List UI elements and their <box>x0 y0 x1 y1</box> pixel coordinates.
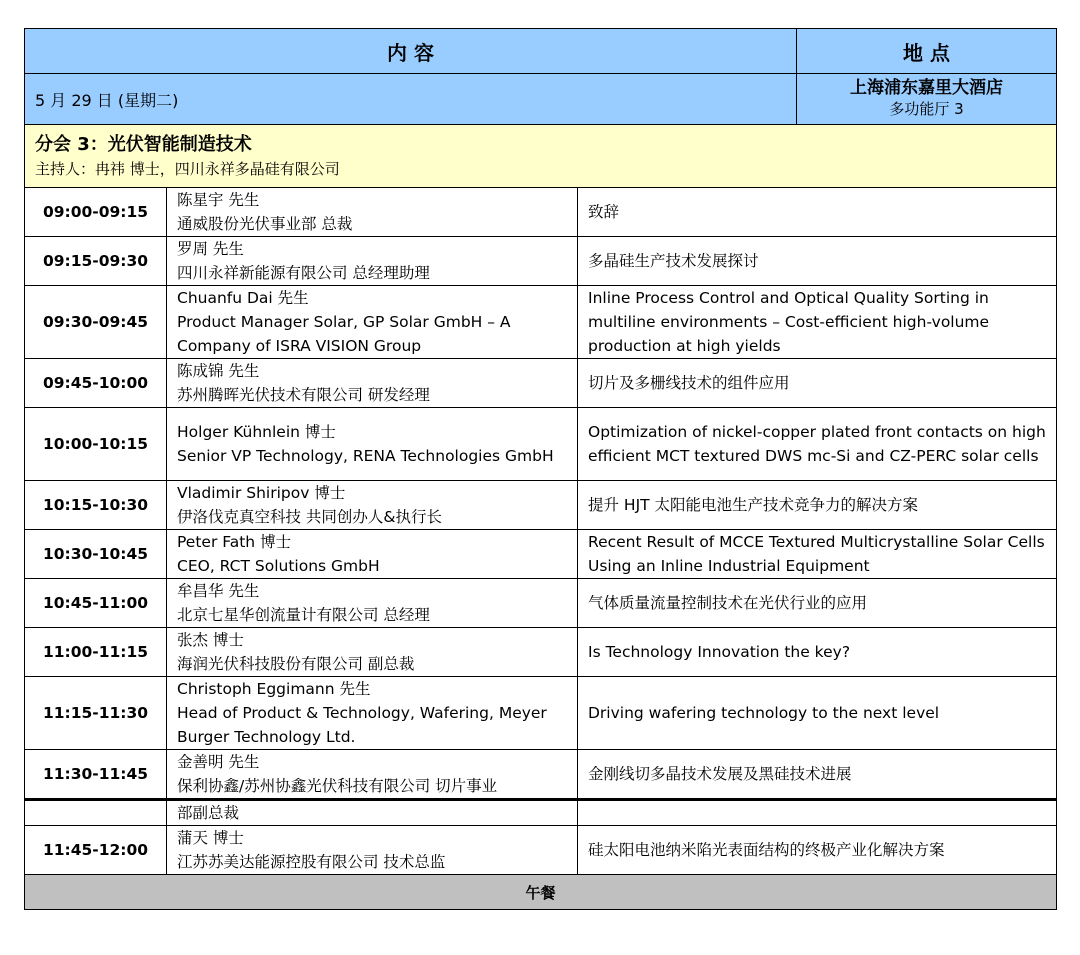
topic-cell <box>578 800 1057 826</box>
speaker-name: Holger Kühnlein 博士 <box>177 423 336 441</box>
speaker-org: 伊洛伐克真空科技 共同创办人&执行长 <box>177 508 443 526</box>
speaker-org: CEO, RCT Solutions GmbH <box>177 557 380 575</box>
time-slot: 10:00-10:15 <box>25 408 167 481</box>
lunch-label: 午餐 <box>25 875 1057 910</box>
table-row <box>25 408 1057 481</box>
time-slot: 10:30-10:45 <box>25 530 167 579</box>
time-slot: 10:15-10:30 <box>25 481 167 530</box>
table-row <box>25 530 1057 579</box>
topic-cell: 切片及多栅线技术的组件应用 <box>578 359 1057 408</box>
speaker-cell <box>167 826 578 875</box>
time-slot: 11:30-11:45 <box>25 750 167 800</box>
session-row <box>25 125 1057 188</box>
speaker-name: 金善明 先生 <box>177 753 260 771</box>
time-slot: 09:15-09:30 <box>25 237 167 286</box>
topic-cell: Recent Result of MCCE Textured Multicrystalline Solar Cells Using an Inline Industrial Equipment <box>578 530 1057 579</box>
speaker-name: 罗周 先生 <box>177 240 244 258</box>
speaker-org: Head of Product & Technology, Wafering, Meyer Burger Technology Ltd. <box>177 704 547 746</box>
speaker-org: 四川永祥新能源有限公司 总经理助理 <box>177 264 430 282</box>
speaker-name: Peter Fath 博士 <box>177 533 292 551</box>
session-cell <box>25 125 1057 188</box>
speaker-name: Vladimir Shiripov 博士 <box>177 484 346 502</box>
speaker-org: 通威股份光伏事业部 总裁 <box>177 215 353 233</box>
topic-cell: 气体质量流量控制技术在光伏行业的应用 <box>578 579 1057 628</box>
table-row <box>25 481 1057 530</box>
venue-name: 上海浦东嘉里大酒店 <box>850 78 1003 98</box>
speaker-name: Chuanfu Dai 先生 <box>177 289 309 307</box>
speaker-org: 江苏苏美达能源控股有限公司 技术总监 <box>177 853 446 871</box>
table-row-continuation <box>25 800 1057 826</box>
speaker-name: Christoph Eggimann 先生 <box>177 680 371 698</box>
topic-cell: 多晶硅生产技术发展探讨 <box>578 237 1057 286</box>
topic-cell: Driving wafering technology to the next level <box>578 677 1057 750</box>
speaker-cell <box>167 237 578 286</box>
venue-room: 多功能厅 3 <box>889 100 964 118</box>
time-slot: 11:45-12:00 <box>25 826 167 875</box>
day-row <box>25 74 1057 125</box>
venue-cell <box>797 74 1057 125</box>
table-row <box>25 750 1057 800</box>
table-row <box>25 677 1057 750</box>
speaker-org: Product Manager Solar, GP Solar GmbH – A Company of ISRA VISION Group <box>177 313 511 355</box>
table-row <box>25 286 1057 359</box>
speaker-name: 陈星宇 先生 <box>177 191 260 209</box>
agenda-document <box>24 28 1056 910</box>
time-slot: 10:45-11:00 <box>25 579 167 628</box>
topic-cell: 提升 HJT 太阳能电池生产技术竞争力的解决方案 <box>578 481 1057 530</box>
speaker-org: Senior VP Technology, RENA Technologies GmbH <box>177 447 554 465</box>
speaker-cell <box>167 286 578 359</box>
agenda-table <box>24 28 1057 910</box>
table-row <box>25 188 1057 237</box>
lunch-row <box>25 875 1057 910</box>
speaker-org: 苏州腾晖光伏技术有限公司 研发经理 <box>177 386 430 404</box>
table-row <box>25 579 1057 628</box>
session-host: 主持人：冉祎 博士，四川永祥多晶硅有限公司 <box>35 160 340 178</box>
speaker-name: 牟昌华 先生 <box>177 582 260 600</box>
speaker-cell <box>167 750 578 800</box>
table-row <box>25 826 1057 875</box>
content-header: 内 容 <box>25 29 797 74</box>
speaker-org: 海润光伏科技股份有限公司 副总裁 <box>177 655 415 673</box>
speaker-name: 张杰 博士 <box>177 631 244 649</box>
speaker-cell <box>167 188 578 237</box>
header-row <box>25 29 1057 74</box>
speaker-org: 保利协鑫/苏州协鑫光伏科技有限公司 切片事业 <box>177 777 498 795</box>
speaker-org: 北京七星华创流量计有限公司 总经理 <box>177 606 430 624</box>
topic-cell: 硅太阳电池纳米陷光表面结构的终极产业化解决方案 <box>578 826 1057 875</box>
time-slot: 11:15-11:30 <box>25 677 167 750</box>
table-row <box>25 359 1057 408</box>
venue-header: 地 点 <box>797 29 1057 74</box>
date-label: 5 月 29 日 (星期二) <box>25 74 797 125</box>
speaker-name: 蒲天 博士 <box>177 829 244 847</box>
speaker-cell <box>167 530 578 579</box>
speaker-cell <box>167 481 578 530</box>
time-slot: 09:00-09:15 <box>25 188 167 237</box>
session-title: 分会 3：光伏智能制造技术 <box>35 134 252 155</box>
topic-cell: Is Technology Innovation the key? <box>578 628 1057 677</box>
speaker-cell <box>167 579 578 628</box>
speaker-org: 部副总裁 <box>167 800 578 826</box>
table-row <box>25 237 1057 286</box>
time-slot: 11:00-11:15 <box>25 628 167 677</box>
speaker-cell <box>167 677 578 750</box>
speaker-cell <box>167 408 578 481</box>
time-slot: 09:30-09:45 <box>25 286 167 359</box>
speaker-cell <box>167 359 578 408</box>
time-slot <box>25 800 167 826</box>
speaker-cell <box>167 628 578 677</box>
topic-cell: 金刚线切多晶技术发展及黑硅技术进展 <box>578 750 1057 800</box>
time-slot: 09:45-10:00 <box>25 359 167 408</box>
speaker-name: 陈成锦 先生 <box>177 362 260 380</box>
table-row <box>25 628 1057 677</box>
topic-cell: Inline Process Control and Optical Quality Sorting in multiline environments – Cost-efficient high-volume production at high yields <box>578 286 1057 359</box>
topic-cell: Optimization of nickel-copper plated front contacts on high efficient MCT textured DWS mc-Si and CZ-PERC solar cells <box>578 408 1057 481</box>
topic-cell: 致辞 <box>578 188 1057 237</box>
